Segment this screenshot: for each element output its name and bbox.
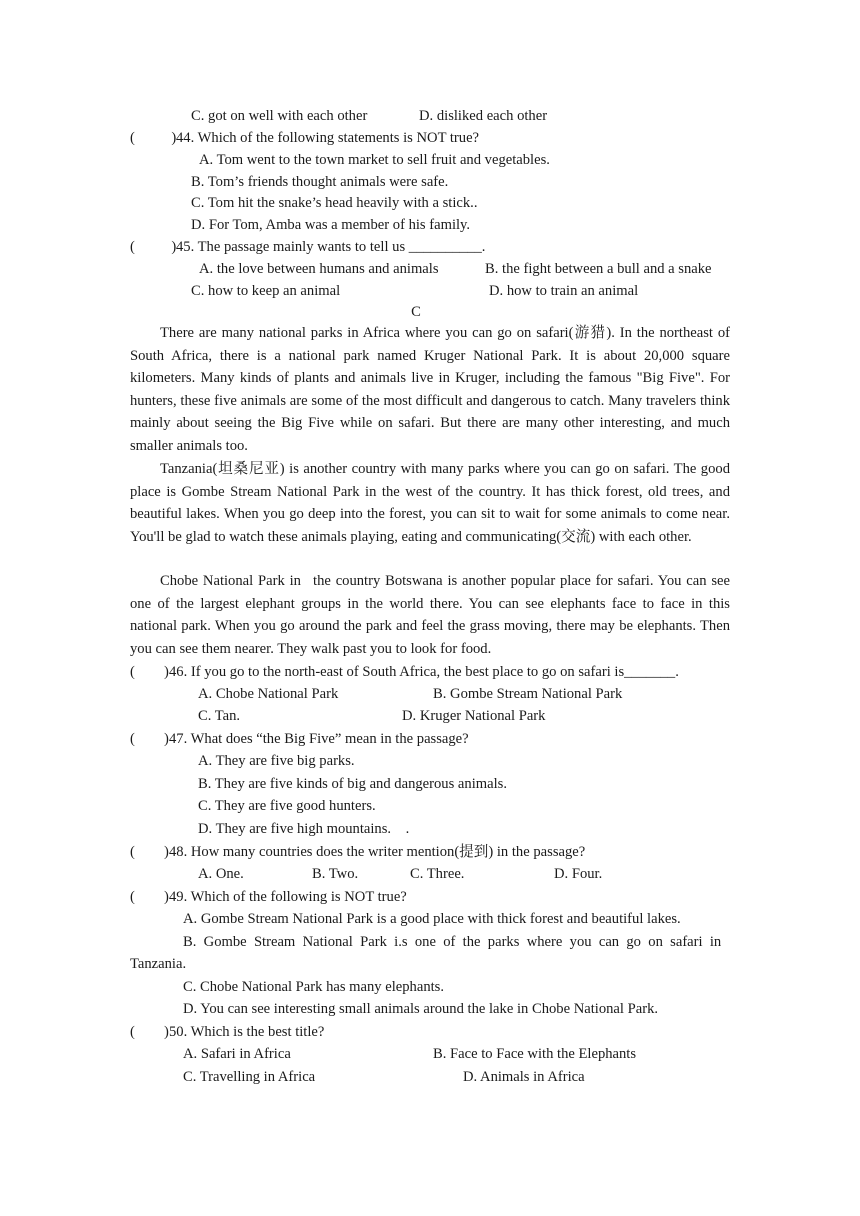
q49-option-c: C. Chobe National Park has many elephants. [183, 979, 445, 995]
q50-option-d: D. Animals in Africa [463, 1069, 585, 1085]
q48-stem: 48. How many countries does the writer mention(提到) in the passage? [169, 844, 586, 860]
q44-option-c: C. Tom hit the snake’s head heavily with a stick.. [191, 195, 478, 211]
q44-stem: 44. Which of the following statements is NOT true? [176, 130, 480, 146]
passage-paragraph-1: There are many national parks in Africa where you can go on safari(游猎). In the northeast of South Africa, there is a national park named Kruger National Park. It is about 20,000 square kilometers. Many kinds of plants and animals live in Kruger, including the famous "Big Five". For hunters, these five animals are some of the most difficult and dangerous to catch. Many travelers think mainly about seeing the Big Five while on safari. But there are many other interesting, and much smaller animals too. [130, 325, 730, 454]
q47-option-d: D. They are five high mountains. . [198, 821, 410, 837]
q50-option-a: A. Safari in Africa [183, 1046, 291, 1062]
q48-option-a: A. One. [198, 866, 244, 882]
q43-option-c: C. got on well with each other [191, 108, 368, 124]
passage-paragraph-2: Tanzania(坦桑尼亚) is another country with many parks where you can go on safari. The good place is Gombe Stream National Park in the west of the country. It has thick forest, old trees, and beautiful lakes. When you go deep into the forest, you can sit to wait for some animals to come near. You'll be glad to watch these animals playing, eating and communicating(交流) with each other. [130, 461, 730, 545]
q44-option-b: B. Tom’s friends thought animals were safe. [191, 174, 449, 190]
q48-answer-blank: ( ) [130, 844, 169, 860]
q46-stem: 46. If you go to the north-east of South Africa, the best place to go on safari is_______. [169, 664, 679, 680]
q48-option-c: C. Three. [410, 866, 465, 882]
q49-option-b-continued: Tanzania. [130, 956, 187, 972]
q49-option-b: B. Gombe Stream National Park i.s one of the parks where you can go on safari in [183, 934, 722, 950]
q49-option-d: D. You can see interesting small animals around the lake in Chobe National Park. [183, 1001, 659, 1017]
section-c-heading: C [411, 304, 421, 320]
q45-option-d: D. how to train an animal [489, 283, 639, 299]
q47-option-a: A. They are five big parks. [198, 753, 355, 769]
q45-stem: 45. The passage mainly wants to tell us __________. [176, 239, 486, 255]
q44-option-a: A. Tom went to the town market to sell fruit and vegetables. [199, 152, 550, 168]
q47-option-c: C. They are five good hunters. [198, 798, 376, 814]
q49-stem: 49. Which of the following is NOT true? [169, 889, 407, 905]
q47-option-b: B. They are five kinds of big and dangerous animals. [198, 776, 507, 792]
passage-paragraph-3: Chobe National Park in the country Botswana is another popular place for safari. You can see one of the largest elephant groups in the world there. You can see elephants face to face in this national park. When you go around the park and feel the grass moving, there may be elephants. Then you can see them nearer. They walk past you to look for food. [130, 573, 730, 657]
q48-option-d: D. Four. [554, 866, 603, 882]
q46-option-c: C. Tan. [198, 708, 241, 724]
q45-option-c: C. how to keep an animal [191, 283, 341, 299]
q46-option-d: D. Kruger National Park [402, 708, 546, 724]
q50-answer-blank: ( ) [130, 1024, 169, 1040]
q49-option-a: A. Gombe Stream National Park is a good place with thick forest and beautiful lakes. [183, 911, 681, 927]
q48-option-b: B. Two. [312, 866, 359, 882]
q46-answer-blank: ( ) [130, 664, 169, 680]
q46-option-a: A. Chobe National Park [198, 686, 339, 702]
q45-option-b: B. the fight between a bull and a snake [485, 261, 712, 277]
q43-option-d: D. disliked each other [419, 108, 548, 124]
q45-option-a: A. the love between humans and animals [199, 261, 439, 277]
q47-stem: 47. What does “the Big Five” mean in the passage? [169, 731, 469, 747]
q50-option-c: C. Travelling in Africa [183, 1069, 316, 1085]
q47-answer-blank: ( ) [130, 731, 169, 747]
q44-option-d: D. For Tom, Amba was a member of his family. [191, 217, 471, 233]
q44-answer-blank: ( ) [130, 130, 177, 146]
q46-option-b: B. Gombe Stream National Park [433, 686, 623, 702]
q50-stem: 50. Which is the best title? [169, 1024, 325, 1040]
q45-answer-blank: ( ) [130, 239, 177, 255]
q50-option-b: B. Face to Face with the Elephants [433, 1046, 637, 1062]
q49-answer-blank: ( ) [130, 889, 169, 905]
